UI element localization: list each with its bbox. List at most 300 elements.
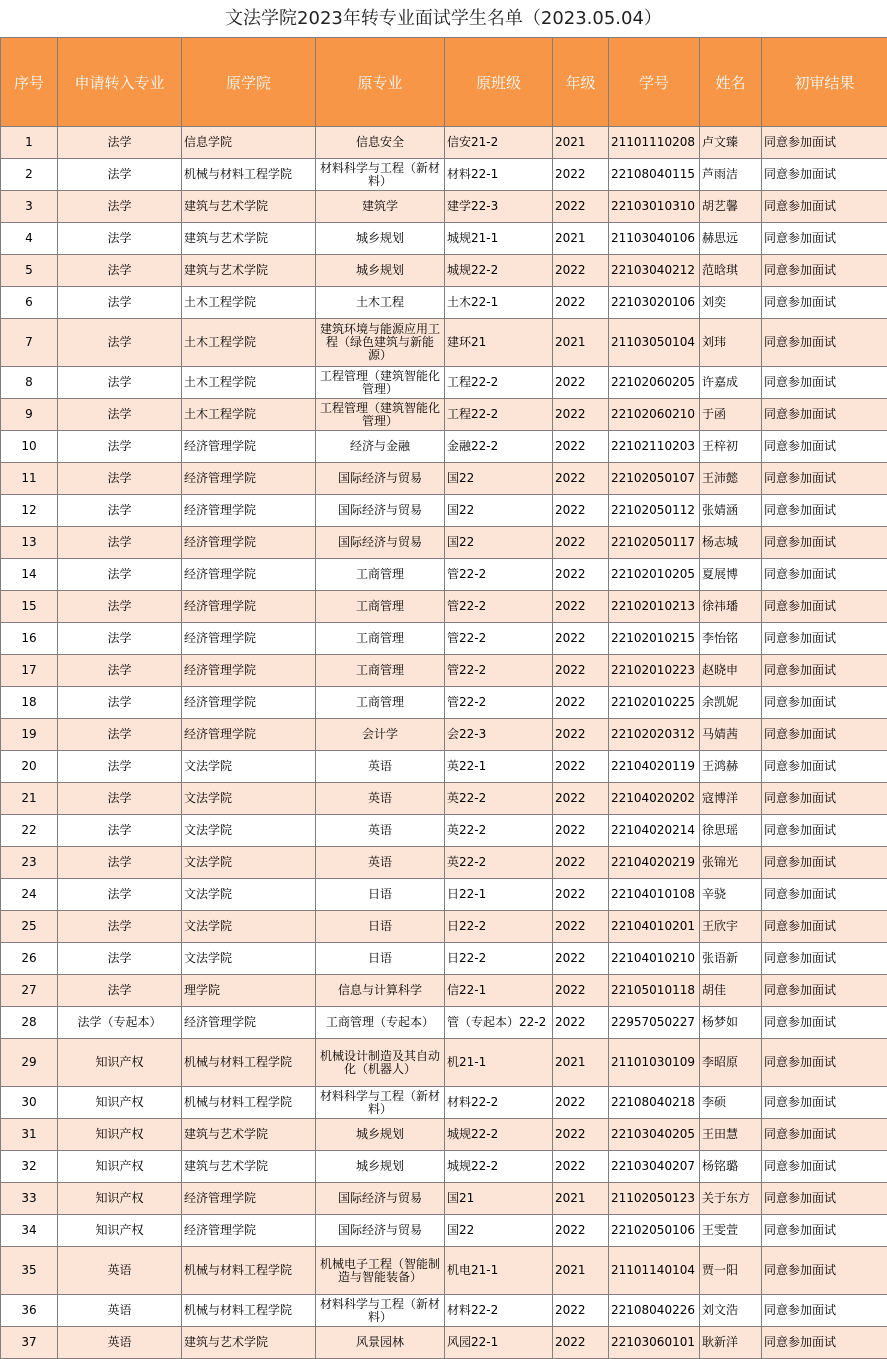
cell-original-class: 建学22-3 xyxy=(445,191,553,223)
cell-original-college: 文法学院 xyxy=(182,751,316,783)
cell-original-class: 工程22-2 xyxy=(445,399,553,431)
table-row[interactable] xyxy=(1,1215,887,1247)
cell-grade: 2022 xyxy=(553,1007,609,1039)
cell-student-id: 21101140104 xyxy=(609,1247,700,1295)
cell-result: 同意参加面试 xyxy=(762,591,887,623)
table-row[interactable] xyxy=(1,719,887,751)
table-row[interactable] xyxy=(1,1119,887,1151)
table-row[interactable] xyxy=(1,319,887,367)
cell-name: 赫思远 xyxy=(700,223,762,255)
cell-student-id: 22104020202 xyxy=(609,783,700,815)
cell-index: 5 xyxy=(1,255,58,287)
cell-student-id: 22102010215 xyxy=(609,623,700,655)
cell-result: 同意参加面试 xyxy=(762,1215,887,1247)
cell-name: 辛骁 xyxy=(700,879,762,911)
cell-original-major: 国际经济与贸易 xyxy=(316,527,445,559)
cell-result: 同意参加面试 xyxy=(762,847,887,879)
cell-original-college: 信息学院 xyxy=(182,127,316,159)
cell-original-major: 工程管理（建筑智能化管理） xyxy=(316,367,445,399)
cell-original-college: 机械与材料工程学院 xyxy=(182,1295,316,1327)
cell-target-major: 法学 xyxy=(58,287,182,319)
cell-result: 同意参加面试 xyxy=(762,431,887,463)
cell-original-class: 国21 xyxy=(445,1183,553,1215)
cell-original-class: 管22-2 xyxy=(445,559,553,591)
cell-original-college: 土木工程学院 xyxy=(182,319,316,367)
cell-student-id: 22104020219 xyxy=(609,847,700,879)
cell-student-id: 22103010310 xyxy=(609,191,700,223)
cell-result: 同意参加面试 xyxy=(762,1327,887,1359)
cell-result: 同意参加面试 xyxy=(762,911,887,943)
cell-name: 杨志城 xyxy=(700,527,762,559)
column-header-target-major[interactable]: 申请转入专业 xyxy=(58,38,182,127)
cell-target-major: 法学 xyxy=(58,431,182,463)
cell-index: 25 xyxy=(1,911,58,943)
cell-result: 同意参加面试 xyxy=(762,1087,887,1119)
cell-original-class: 城规22-2 xyxy=(445,255,553,287)
cell-name: 徐祎璠 xyxy=(700,591,762,623)
cell-grade: 2022 xyxy=(553,1151,609,1183)
cell-name: 于函 xyxy=(700,399,762,431)
cell-original-class: 管22-2 xyxy=(445,687,553,719)
cell-target-major: 法学 xyxy=(58,127,182,159)
cell-grade: 2022 xyxy=(553,287,609,319)
cell-original-class: 国22 xyxy=(445,495,553,527)
cell-student-id: 22102010225 xyxy=(609,687,700,719)
cell-name: 寇博洋 xyxy=(700,783,762,815)
cell-original-college: 土木工程学院 xyxy=(182,287,316,319)
cell-index: 21 xyxy=(1,783,58,815)
cell-name: 张语新 xyxy=(700,943,762,975)
cell-original-major: 工商管理 xyxy=(316,655,445,687)
column-header-original-college[interactable]: 原学院 xyxy=(182,38,316,127)
cell-index: 22 xyxy=(1,815,58,847)
cell-original-major: 英语 xyxy=(316,751,445,783)
cell-original-college: 经济管理学院 xyxy=(182,1007,316,1039)
cell-grade: 2022 xyxy=(553,751,609,783)
column-header-original-major[interactable]: 原专业 xyxy=(316,38,445,127)
cell-target-major: 英语 xyxy=(58,1295,182,1327)
table-row[interactable] xyxy=(1,559,887,591)
cell-result: 同意参加面试 xyxy=(762,1183,887,1215)
cell-grade: 2021 xyxy=(553,1183,609,1215)
cell-original-class: 城规22-2 xyxy=(445,1119,553,1151)
cell-original-class: 土木22-1 xyxy=(445,287,553,319)
table-row[interactable] xyxy=(1,527,887,559)
cell-student-id: 22103040207 xyxy=(609,1151,700,1183)
cell-original-major: 英语 xyxy=(316,847,445,879)
cell-student-id: 22103020106 xyxy=(609,287,700,319)
cell-name: 卢文臻 xyxy=(700,127,762,159)
cell-index: 29 xyxy=(1,1039,58,1087)
cell-original-college: 建筑与艺术学院 xyxy=(182,1151,316,1183)
cell-original-class: 英22-1 xyxy=(445,751,553,783)
table-row[interactable] xyxy=(1,847,887,879)
cell-original-major: 风景园林 xyxy=(316,1327,445,1359)
cell-student-id: 22102050112 xyxy=(609,495,700,527)
cell-original-college: 文法学院 xyxy=(182,879,316,911)
cell-student-id: 22103060101 xyxy=(609,1327,700,1359)
cell-original-class: 材料22-2 xyxy=(445,1295,553,1327)
cell-original-college: 建筑与艺术学院 xyxy=(182,255,316,287)
table-row[interactable] xyxy=(1,687,887,719)
cell-student-id: 21101030109 xyxy=(609,1039,700,1087)
cell-original-college: 机械与材料工程学院 xyxy=(182,1039,316,1087)
cell-original-college: 建筑与艺术学院 xyxy=(182,223,316,255)
cell-index: 35 xyxy=(1,1247,58,1295)
cell-grade: 2021 xyxy=(553,319,609,367)
cell-target-major: 法学 xyxy=(58,319,182,367)
table-row[interactable] xyxy=(1,223,887,255)
cell-student-id: 21103040106 xyxy=(609,223,700,255)
cell-target-major: 法学 xyxy=(58,591,182,623)
cell-original-major: 会计学 xyxy=(316,719,445,751)
cell-original-college: 经济管理学院 xyxy=(182,559,316,591)
cell-index: 16 xyxy=(1,623,58,655)
table-row[interactable] xyxy=(1,911,887,943)
cell-index: 31 xyxy=(1,1119,58,1151)
cell-result: 同意参加面试 xyxy=(762,367,887,399)
column-header-index[interactable]: 序号 xyxy=(1,38,58,127)
cell-result: 同意参加面试 xyxy=(762,783,887,815)
cell-grade: 2022 xyxy=(553,943,609,975)
cell-student-id: 22102060210 xyxy=(609,399,700,431)
column-header-grade[interactable]: 年级 xyxy=(553,38,609,127)
cell-original-major: 城乡规划 xyxy=(316,1119,445,1151)
cell-name: 杨梦如 xyxy=(700,1007,762,1039)
cell-original-college: 文法学院 xyxy=(182,783,316,815)
cell-name: 王欣宇 xyxy=(700,911,762,943)
cell-index: 20 xyxy=(1,751,58,783)
cell-index: 2 xyxy=(1,159,58,191)
cell-original-major: 工商管理 xyxy=(316,559,445,591)
cell-original-class: 国22 xyxy=(445,527,553,559)
cell-grade: 2022 xyxy=(553,687,609,719)
cell-result: 同意参加面试 xyxy=(762,1039,887,1087)
table-row[interactable] xyxy=(1,655,887,687)
cell-name: 关于东方 xyxy=(700,1183,762,1215)
student-table xyxy=(0,37,887,1359)
cell-target-major: 知识产权 xyxy=(58,1215,182,1247)
table-row[interactable] xyxy=(1,159,887,191)
cell-original-major: 工商管理 xyxy=(316,687,445,719)
cell-target-major: 法学 xyxy=(58,783,182,815)
cell-result: 同意参加面试 xyxy=(762,319,887,367)
cell-result: 同意参加面试 xyxy=(762,943,887,975)
cell-original-college: 建筑与艺术学院 xyxy=(182,191,316,223)
cell-original-major: 工商管理 xyxy=(316,623,445,655)
cell-target-major: 知识产权 xyxy=(58,1119,182,1151)
cell-student-id: 21103050104 xyxy=(609,319,700,367)
cell-target-major: 知识产权 xyxy=(58,1183,182,1215)
cell-grade: 2022 xyxy=(553,255,609,287)
table-row[interactable] xyxy=(1,591,887,623)
cell-original-college: 经济管理学院 xyxy=(182,687,316,719)
cell-original-class: 管（专起本）22-2 xyxy=(445,1007,553,1039)
cell-target-major: 英语 xyxy=(58,1327,182,1359)
table-row[interactable] xyxy=(1,1327,887,1359)
cell-grade: 2022 xyxy=(553,159,609,191)
cell-student-id: 22102050117 xyxy=(609,527,700,559)
cell-original-college: 经济管理学院 xyxy=(182,527,316,559)
cell-original-college: 文法学院 xyxy=(182,847,316,879)
cell-original-major: 日语 xyxy=(316,943,445,975)
cell-result: 同意参加面试 xyxy=(762,255,887,287)
cell-target-major: 法学 xyxy=(58,463,182,495)
cell-grade: 2022 xyxy=(553,191,609,223)
cell-grade: 2022 xyxy=(553,591,609,623)
table-row[interactable] xyxy=(1,399,887,431)
table-row[interactable] xyxy=(1,463,887,495)
cell-original-college: 经济管理学院 xyxy=(182,431,316,463)
table-row[interactable] xyxy=(1,127,887,159)
cell-original-major: 建筑环境与能源应用工程（绿色建筑与新能源） xyxy=(316,319,445,367)
cell-index: 30 xyxy=(1,1087,58,1119)
table-row[interactable] xyxy=(1,1247,887,1295)
cell-name: 胡佳 xyxy=(700,975,762,1007)
cell-student-id: 22108040115 xyxy=(609,159,700,191)
cell-original-major: 工商管理 xyxy=(316,591,445,623)
cell-target-major: 法学 xyxy=(58,751,182,783)
cell-name: 夏展博 xyxy=(700,559,762,591)
cell-grade: 2022 xyxy=(553,559,609,591)
table-row[interactable] xyxy=(1,431,887,463)
cell-original-class: 管22-2 xyxy=(445,591,553,623)
cell-original-college: 理学院 xyxy=(182,975,316,1007)
table-row[interactable] xyxy=(1,751,887,783)
cell-target-major: 法学 xyxy=(58,495,182,527)
table-row[interactable] xyxy=(1,1295,887,1327)
header-row xyxy=(1,38,887,127)
cell-grade: 2022 xyxy=(553,495,609,527)
column-header-name[interactable]: 姓名 xyxy=(700,38,762,127)
cell-index: 13 xyxy=(1,527,58,559)
cell-result: 同意参加面试 xyxy=(762,127,887,159)
cell-target-major: 法学 xyxy=(58,847,182,879)
cell-student-id: 22104020214 xyxy=(609,815,700,847)
cell-grade: 2022 xyxy=(553,1295,609,1327)
cell-original-major: 信息安全 xyxy=(316,127,445,159)
cell-original-class: 英22-2 xyxy=(445,847,553,879)
cell-name: 王雯萱 xyxy=(700,1215,762,1247)
cell-original-college: 经济管理学院 xyxy=(182,719,316,751)
cell-original-college: 机械与材料工程学院 xyxy=(182,1087,316,1119)
cell-target-major: 法学 xyxy=(58,559,182,591)
cell-result: 同意参加面试 xyxy=(762,463,887,495)
cell-original-major: 日语 xyxy=(316,911,445,943)
cell-student-id: 22102110203 xyxy=(609,431,700,463)
cell-student-id: 22102050107 xyxy=(609,463,700,495)
cell-original-class: 日22-1 xyxy=(445,879,553,911)
cell-name: 芦雨洁 xyxy=(700,159,762,191)
cell-name: 贾一阳 xyxy=(700,1247,762,1295)
cell-original-class: 信22-1 xyxy=(445,975,553,1007)
cell-grade: 2022 xyxy=(553,431,609,463)
cell-original-major: 机械设计制造及其自动化（机器人） xyxy=(316,1039,445,1087)
cell-original-college: 建筑与艺术学院 xyxy=(182,1119,316,1151)
column-header-result[interactable]: 初审结果 xyxy=(762,38,887,127)
table-row[interactable] xyxy=(1,879,887,911)
table-row[interactable] xyxy=(1,943,887,975)
table-row[interactable] xyxy=(1,815,887,847)
table-row[interactable] xyxy=(1,975,887,1007)
table-row[interactable] xyxy=(1,1007,887,1039)
cell-result: 同意参加面试 xyxy=(762,751,887,783)
cell-target-major: 法学 xyxy=(58,879,182,911)
cell-original-major: 建筑学 xyxy=(316,191,445,223)
cell-original-class: 工程22-2 xyxy=(445,367,553,399)
cell-result: 同意参加面试 xyxy=(762,1247,887,1295)
column-header-student-id[interactable]: 学号 xyxy=(609,38,700,127)
cell-original-major: 城乡规划 xyxy=(316,1151,445,1183)
cell-name: 王梓初 xyxy=(700,431,762,463)
cell-index: 32 xyxy=(1,1151,58,1183)
cell-index: 14 xyxy=(1,559,58,591)
cell-grade: 2022 xyxy=(553,655,609,687)
cell-name: 胡艺馨 xyxy=(700,191,762,223)
cell-original-class: 会22-3 xyxy=(445,719,553,751)
cell-original-class: 材料22-2 xyxy=(445,1087,553,1119)
cell-name: 耿新洋 xyxy=(700,1327,762,1359)
cell-grade: 2021 xyxy=(553,127,609,159)
cell-original-class: 信安21-2 xyxy=(445,127,553,159)
cell-original-college: 土木工程学院 xyxy=(182,367,316,399)
cell-result: 同意参加面试 xyxy=(762,719,887,751)
cell-student-id: 22102010223 xyxy=(609,655,700,687)
cell-target-major: 法学 xyxy=(58,911,182,943)
cell-index: 4 xyxy=(1,223,58,255)
cell-student-id: 22108040226 xyxy=(609,1295,700,1327)
cell-grade: 2022 xyxy=(553,367,609,399)
cell-target-major: 法学（专起本） xyxy=(58,1007,182,1039)
table-row[interactable] xyxy=(1,1039,887,1087)
cell-original-major: 城乡规划 xyxy=(316,223,445,255)
cell-original-class: 国22 xyxy=(445,1215,553,1247)
cell-result: 同意参加面试 xyxy=(762,159,887,191)
cell-original-class: 金融22-2 xyxy=(445,431,553,463)
table-row[interactable] xyxy=(1,495,887,527)
cell-original-class: 日22-2 xyxy=(445,943,553,975)
cell-student-id: 22103040205 xyxy=(609,1119,700,1151)
cell-index: 8 xyxy=(1,367,58,399)
cell-grade: 2022 xyxy=(553,847,609,879)
cell-original-major: 工程管理（建筑智能化管理） xyxy=(316,399,445,431)
cell-original-college: 经济管理学院 xyxy=(182,1183,316,1215)
cell-name: 李昭原 xyxy=(700,1039,762,1087)
cell-student-id: 22105010118 xyxy=(609,975,700,1007)
cell-original-class: 英22-2 xyxy=(445,815,553,847)
cell-original-major: 材料科学与工程（新材料） xyxy=(316,1087,445,1119)
cell-student-id: 22103040212 xyxy=(609,255,700,287)
cell-grade: 2022 xyxy=(553,911,609,943)
cell-name: 张婧涵 xyxy=(700,495,762,527)
cell-index: 23 xyxy=(1,847,58,879)
table-row[interactable] xyxy=(1,1087,887,1119)
cell-target-major: 法学 xyxy=(58,687,182,719)
cell-grade: 2022 xyxy=(553,975,609,1007)
table-row[interactable] xyxy=(1,1151,887,1183)
cell-target-major: 法学 xyxy=(58,159,182,191)
cell-student-id: 22104010210 xyxy=(609,943,700,975)
cell-original-class: 国22 xyxy=(445,463,553,495)
cell-original-class: 城规21-1 xyxy=(445,223,553,255)
column-header-original-class[interactable]: 原班级 xyxy=(445,38,553,127)
cell-original-class: 机电21-1 xyxy=(445,1247,553,1295)
cell-name: 李怡铭 xyxy=(700,623,762,655)
cell-original-major: 经济与金融 xyxy=(316,431,445,463)
cell-original-college: 机械与材料工程学院 xyxy=(182,1247,316,1295)
cell-original-class: 日22-2 xyxy=(445,911,553,943)
cell-target-major: 法学 xyxy=(58,719,182,751)
cell-original-major: 信息与计算科学 xyxy=(316,975,445,1007)
cell-original-class: 城规22-2 xyxy=(445,1151,553,1183)
table-row[interactable] xyxy=(1,783,887,815)
cell-target-major: 法学 xyxy=(58,975,182,1007)
cell-original-major: 材料科学与工程（新材料） xyxy=(316,1295,445,1327)
cell-result: 同意参加面试 xyxy=(762,527,887,559)
cell-index: 17 xyxy=(1,655,58,687)
cell-result: 同意参加面试 xyxy=(762,191,887,223)
cell-result: 同意参加面试 xyxy=(762,975,887,1007)
cell-original-college: 经济管理学院 xyxy=(182,1215,316,1247)
table-row[interactable] xyxy=(1,1183,887,1215)
cell-name: 王沛懿 xyxy=(700,463,762,495)
cell-index: 3 xyxy=(1,191,58,223)
table-row[interactable] xyxy=(1,255,887,287)
cell-target-major: 法学 xyxy=(58,943,182,975)
cell-grade: 2022 xyxy=(553,527,609,559)
cell-target-major: 知识产权 xyxy=(58,1087,182,1119)
cell-target-major: 知识产权 xyxy=(58,1151,182,1183)
cell-target-major: 知识产权 xyxy=(58,1039,182,1087)
cell-index: 37 xyxy=(1,1327,58,1359)
cell-name: 徐思瑶 xyxy=(700,815,762,847)
table-row[interactable] xyxy=(1,191,887,223)
cell-result: 同意参加面试 xyxy=(762,623,887,655)
cell-grade: 2022 xyxy=(553,719,609,751)
cell-name: 范晗琪 xyxy=(700,255,762,287)
cell-original-college: 文法学院 xyxy=(182,815,316,847)
cell-student-id: 22102060205 xyxy=(609,367,700,399)
table-row[interactable] xyxy=(1,367,887,399)
cell-index: 6 xyxy=(1,287,58,319)
cell-original-major: 日语 xyxy=(316,879,445,911)
cell-result: 同意参加面试 xyxy=(762,287,887,319)
table-row[interactable] xyxy=(1,623,887,655)
cell-student-id: 22104010201 xyxy=(609,911,700,943)
cell-target-major: 英语 xyxy=(58,1247,182,1295)
cell-index: 9 xyxy=(1,399,58,431)
cell-index: 15 xyxy=(1,591,58,623)
cell-grade: 2022 xyxy=(553,815,609,847)
cell-name: 刘文浩 xyxy=(700,1295,762,1327)
cell-name: 王田慧 xyxy=(700,1119,762,1151)
cell-grade: 2022 xyxy=(553,1215,609,1247)
cell-original-major: 材料科学与工程（新材料） xyxy=(316,159,445,191)
table-row[interactable] xyxy=(1,287,887,319)
cell-original-major: 机械电子工程（智能制造与智能装备） xyxy=(316,1247,445,1295)
cell-original-class: 管22-2 xyxy=(445,655,553,687)
cell-original-college: 经济管理学院 xyxy=(182,623,316,655)
cell-name: 刘奕 xyxy=(700,287,762,319)
table-body xyxy=(1,127,887,1359)
cell-index: 24 xyxy=(1,879,58,911)
cell-original-class: 英22-2 xyxy=(445,783,553,815)
cell-index: 28 xyxy=(1,1007,58,1039)
cell-name: 李硕 xyxy=(700,1087,762,1119)
cell-result: 同意参加面试 xyxy=(762,1007,887,1039)
cell-student-id: 22102010213 xyxy=(609,591,700,623)
page-title: 文法学院2023年转专业面试学生名单（2023.05.04） xyxy=(0,0,887,37)
